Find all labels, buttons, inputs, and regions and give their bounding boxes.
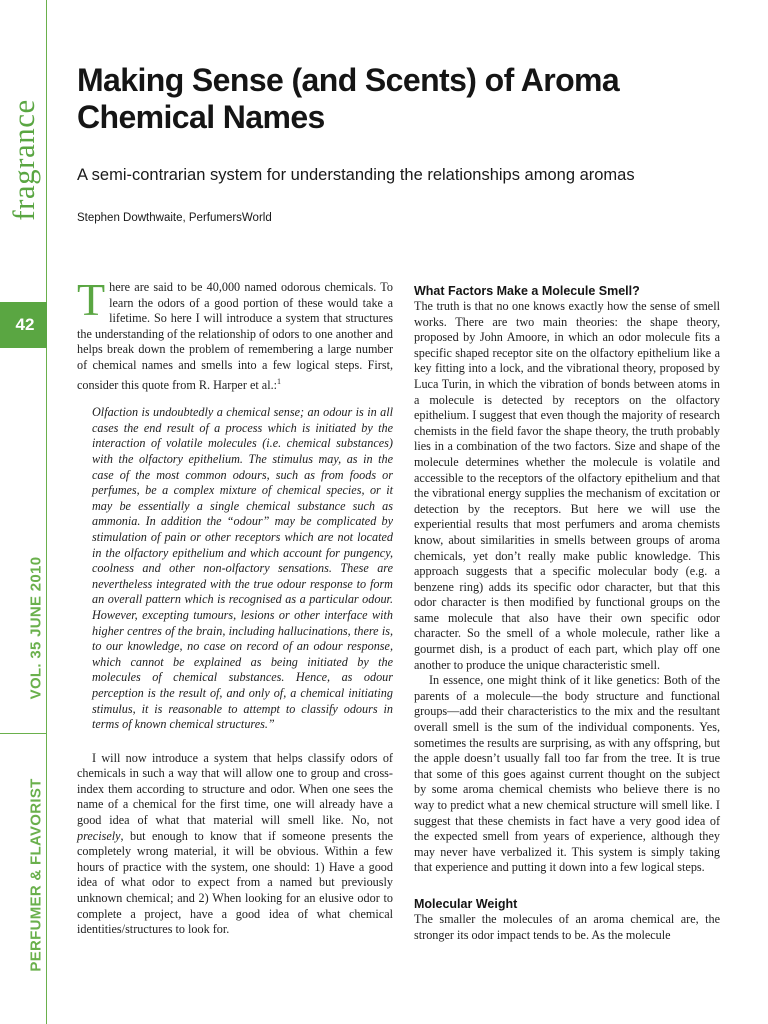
harper-quote: Olfaction is undoubtedly a chemical sense; an odour is in all cases the end result of a process which is initiated by the interaction of volatile molecules (i.e. chemical substances) with the olfactory epithelium. The stimulus may, as in the case of the most common odours, such as from foods or perfumes, be a complex mixture of chemical species, or it may be essentially a single chemical substance such as ammonia. In addition the “odour” may be complicated by stimulation of pain or other receptors which are not located in the olfactory epithelium and which account for pungency, coolness and other non-olfactory sensations. These are nevertheless integrated with the true odour response to form an overall pattern which is recognised as a particular odour. However, excepting tumours, lesions or other interface with higher centres of the brain, including hallucinations, there is, to our knowledge, no case on record of an odour response, which cannot be explained as being initiated by the molecules of chemical substances. Hence, as odour perception is the result of, and only of, a chemical initiating stimulus, it is reasonable to attempt to classify odours in terms of known chemical structures.” [92,405,393,732]
intro-paragraph [77,274,393,393]
margin-rule-top [46,0,47,302]
system-text-emphasis: precisely [77,828,121,843]
system-text-a: I will now introduce a system that helps classify odors of chemicals in such a way that will allow one to group and cross-index them according to structure and odor. When one sees the name of a chemical for the first time, one will already have a good idea of what that material will smell like. No, not [77,750,393,828]
section-label: fragrance [6,99,41,221]
article-byline: Stephen Dowthwaite, PerfumersWorld [77,212,272,224]
left-column [77,274,393,938]
margin-rule-bottom [46,348,47,1024]
genetics-paragraph: In essence, one might think of it like genetics: Both of the parents of a molecule—the body structure and functional groups—add their characteristics to the mix and the resultant overall smell is the sum of the individual components. Yes, sometimes the results are surprising, as with any offspring, but the apple doesn’t usually fall too far from the tree. It is true that some of this goes against current thought on the subject by some aroma chemical chemists who believe there is no way to predict what a new chemical structure will smell like. I suggest that these chemists in fact have a very good idea of the expected smell from years of experience, although they may never have verbalized it. This system is simply taking that experience and putting it down into a few logical steps. [414,673,720,875]
intro-text: here are said to be 40,000 named odorous chemicals. To learn the odors of a good portion of these would take a lifetime. So here I will introduce a system that structures the understanding of the relationship of odors to one another and helps break down the problem of remembering a large number of chemical names and smells into a few logical steps. First, consider this quote from R. Harper et al.: [77,280,393,392]
heading-molecule-smell: What Factors Make a Molecule Smell? [414,284,640,298]
volume-label: VOL. 35 JUNE 2010 [27,556,45,700]
margin-divider [0,733,47,734]
drop-cap: T [77,274,106,325]
footnote-mark: 1 [277,376,282,386]
article-title: Making Sense (and Scents) of Aroma Chemical Names [77,62,620,135]
theory-paragraph: The truth is that no one knows exactly how the sense of smell works. There are two main theories: the shape theory, proposed by John Amoore, in which an odor molecule fits a specific shaped receptor site on the olfactory epithelium like a key fitting into a lock, and the vibrational theory, proposed by Luca Turin, in which the vibration of bonds between atoms in a molecule is detected by receptors on the olfactory epithelium. I suggest that even though the majority of research chemists in the field favor the shape theory, the truth probably lies in a combination of the two factors. Size and shape of the molecule determines whether the molecule is volatile and accessible to the receptors of the olfactory epithelium and that the vibrational energy supplies the mechanism of excitation or detection by the receptors. But here we will use the experiential results that most perfumers and aroma chemists know, about similarities in smells between groups of aroma chemicals, yet don’t really make public knowledge. This approach suggests that a specific molecular body (e.g. a benzene ring) adds its specific odor character, but that this odor character is then modified by functional groups on the same molecule that also have their own specific odor character. So the smell of a whole molecule, rather like a gourmet dish, is a product of each part, which play off one another to produce the unique characteristic smell. [414,299,720,672]
molecular-weight-paragraph: The smaller the molecules of an aroma chemical are, the stronger its odor impact tends to be. As the molecule [414,911,720,942]
heading-molecular-weight: Molecular Weight [414,896,518,911]
article-subtitle: A semi-contrarian system for understanding the relationships among aromas [77,166,635,184]
magazine-label: PERFUMER & FLAVORIST [27,778,45,972]
right-column [414,283,720,943]
system-paragraph [77,751,393,938]
page-number: 42 [0,302,47,348]
system-text-b: , but enough to know that if someone presents the completely wrong material, it will be obvious. Within a few hours of practice with the system, one should: 1) Have a good idea of what odor to expect from a named but previously unknown chemical; and 2) When looking for an elusive odor to complete a project, have a good idea of what chemical identities/structures to look for. [77,828,393,937]
